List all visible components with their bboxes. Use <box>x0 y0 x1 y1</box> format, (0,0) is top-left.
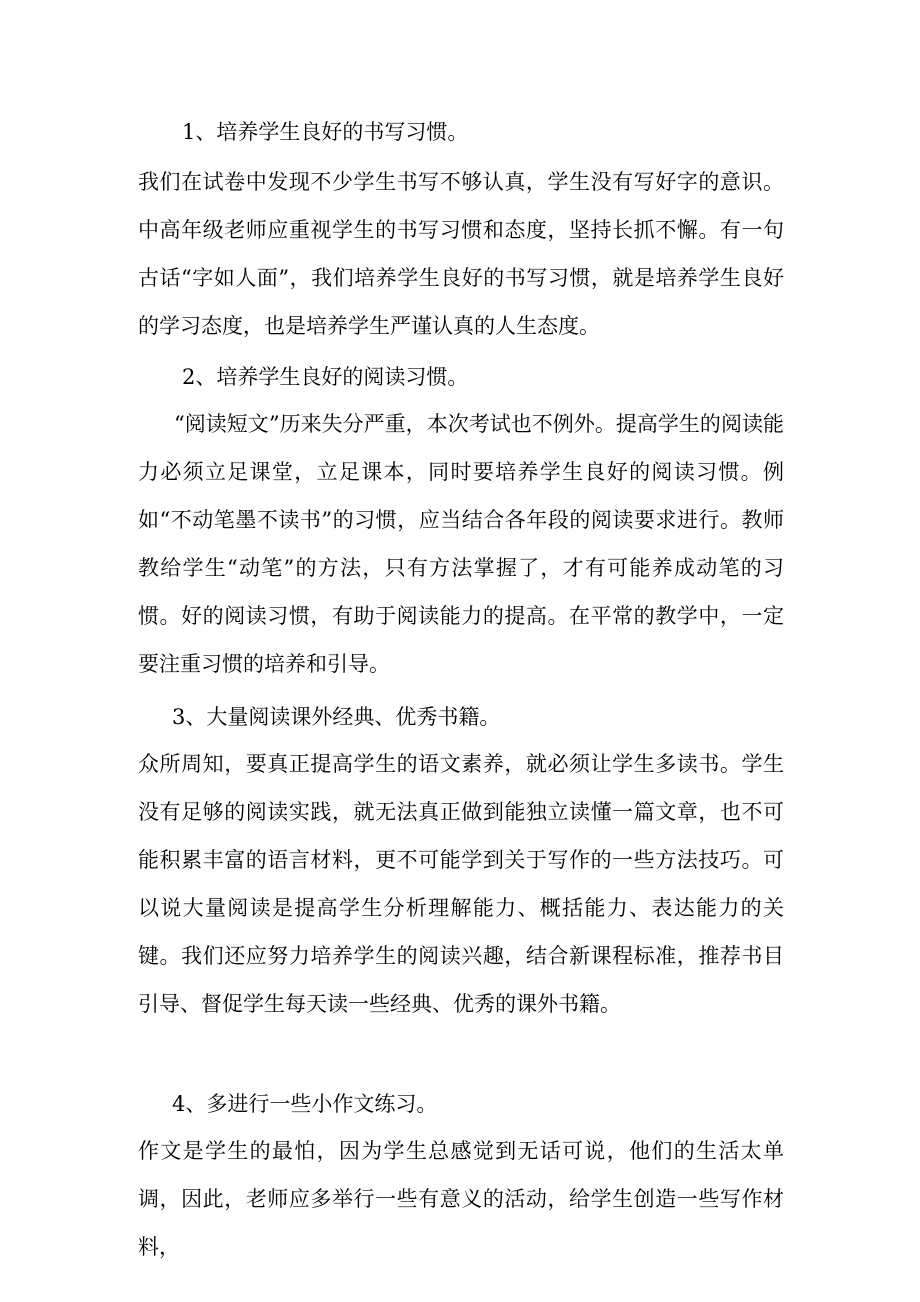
section-3-body-text: 众所周知，要真正提高学生的语文素养，就必须让学生多读书。学生没有足够的阅读实践，就无法真正做到能独立读懂一篇文章，也不可能积累丰富的语言材料，更不可能学到关于写作的一些方法技巧。可以说大量阅读是提高学生分析理解能力、概括能力、表达能力的关键。我们还应努力培养学生的阅读兴趣，结合新课程标准，推荐书目引导、督促学生每天读一些经典、优秀的课外书籍。 <box>138 752 784 1016</box>
section-4-heading: 4、多进行一些小作文练习。 <box>172 1092 438 1116</box>
section-3-heading: 3、大量阅读课外经典、优秀书籍。 <box>172 705 501 729</box>
section-1-body-text: 我们在试卷中发现不少学生书写不够认真，学生没有写好字的意识。中高年级老师应重视学生的书写习惯和态度，坚持长抓不懈。有一句古话“字如人面”，我们培养学生良好的书写习惯，就是培养学生良好的学习态度，也是培养学生严谨认真的人生态度。 <box>138 170 784 338</box>
section-1-body <box>138 158 784 350</box>
section-3-body <box>138 740 784 1076</box>
section-2-heading: 2、培养学生良好的阅读习惯。 <box>182 365 469 389</box>
section-2-body-text: “阅读短文”历来失分严重，本次考试也不例外。提高学生的阅读能力必须立足课堂，立足课本，同时要培养学生良好的阅读习惯。例如“不动笔墨不读书”的习惯，应当结合各年段的阅读要求进行。教师教给学生“动笔”的方法，只有方法掌握了，才有可能养成动笔的习惯。好的阅读习惯，有助于阅读能力的提高。在平常的教学中，一定要注重习惯的培养和引导。 <box>138 412 784 676</box>
section-4-body <box>138 1127 784 1259</box>
section-4-body-text: 作文是学生的最怕，因为学生总感觉到无话可说，他们的生活太单调，因此，老师应多举行一些有意义的活动，给学生创造一些写作材料， <box>138 1139 784 1259</box>
section-1-heading: 1、培养学生良好的书写习惯。 <box>182 120 469 144</box>
section-2-body <box>138 400 784 688</box>
